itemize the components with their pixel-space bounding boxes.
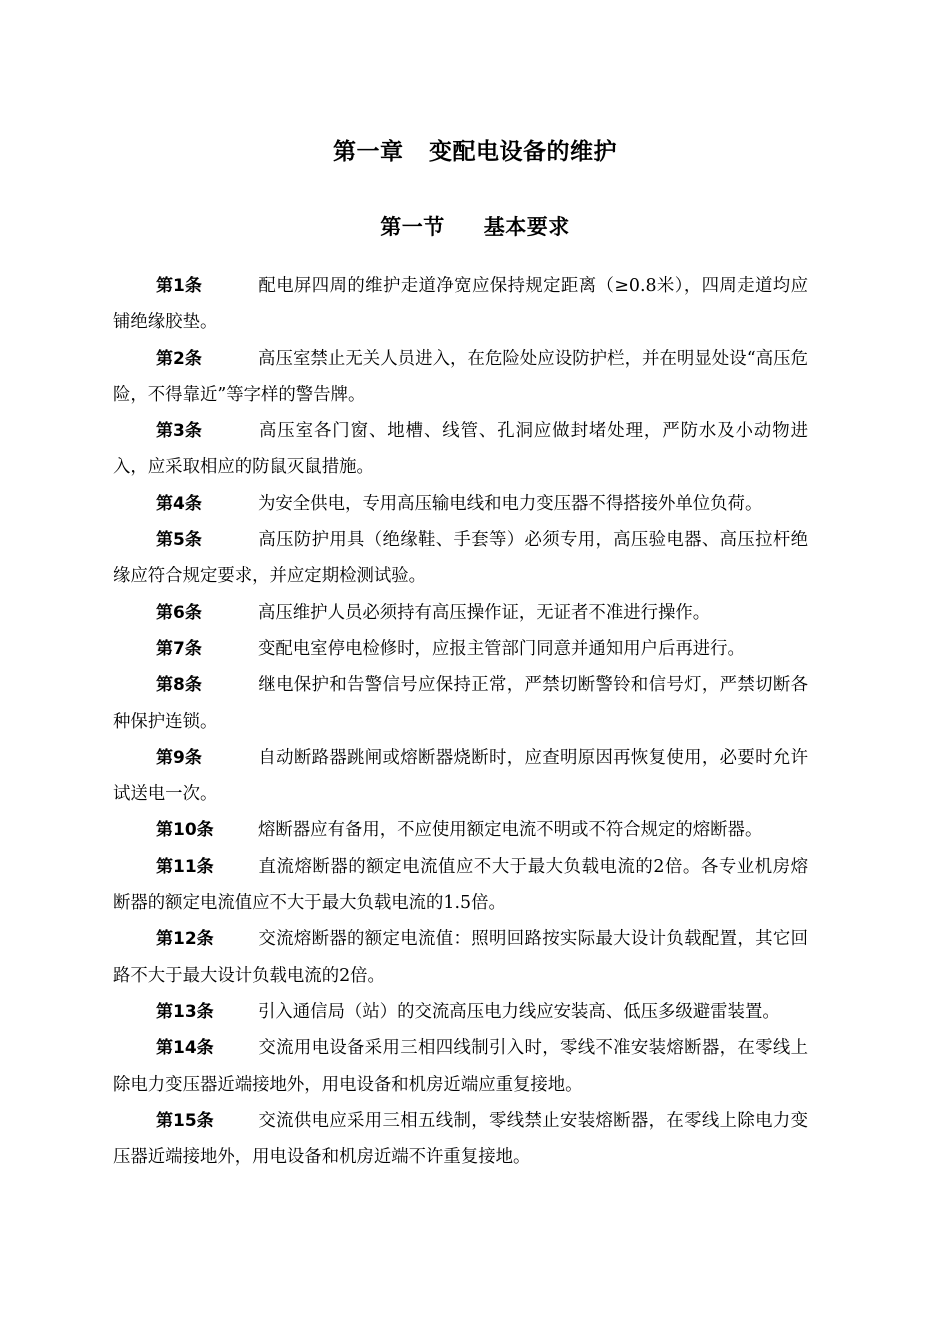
article-item [113,522,808,595]
article-item [113,341,808,414]
chapter-title: 第一章 变配电设备的维护 [332,139,618,165]
article-text: 熔断器应有备用，不应使用额定电流不明或不符合规定的熔断器。 [258,820,763,841]
article-item [113,268,808,341]
article-item [113,1103,808,1176]
article-text: 自动断路器跳闸或熔断器烧断时，应查明原因再恢复使用，必要时允许试送电一次。 [113,747,808,805]
article-text: 高压室禁止无关人员进入，在危险处应设防护栏，并在明显处设“高压危险，不得靠近”等字样的警告牌。 [113,348,808,405]
article-label: 第4条 [156,493,202,514]
article-text: 交流供电应采用三相五线制，零线禁止安装熔断器，在零线上除电力变压器近端接地外，用电设备和机房近端不许重复接地。 [113,1110,808,1168]
article-item [113,994,808,1030]
article-text: 变配电室停电检修时，应报主管部门同意并通知用户后再进行。 [258,638,745,659]
article-list [113,268,808,1175]
article-item [113,1030,808,1103]
article-label: 第15条 [156,1110,214,1131]
article-label: 第10条 [156,820,214,841]
article-text: 交流用电设备采用三相四线制引入时，零线不准安装熔断器，在零线上除电力变压器近端接地外，用电设备和机房近端应重复接地。 [113,1038,808,1095]
article-label: 第7条 [156,638,202,659]
article-text: 高压室各门窗、地槽、线管、孔洞应做封堵处理，严防水及小动物进入，应采取相应的防鼠灭鼠措施。 [113,421,808,478]
article-label: 第5条 [156,530,202,551]
article-item [113,812,808,848]
article-text: 为安全供电，专用高压输电线和电力变压器不得搭接外单位负荷。 [258,493,763,514]
section-title: 第一节 基本要求 [380,215,570,239]
article-text: 继电保护和告警信号应保持正常，严禁切断警铃和信号灯，严禁切断各种保护连锁。 [113,675,808,732]
article-label: 第12条 [156,929,214,950]
article-text: 高压维护人员必须持有高压操作证，无证者不准进行操作。 [258,602,711,623]
article-item [113,631,808,667]
article-label: 第6条 [156,602,202,623]
article-label: 第1条 [156,276,202,296]
article-label: 第14条 [156,1038,214,1059]
article-label: 第8条 [156,675,202,696]
article-label: 第9条 [156,747,202,768]
article-text: 交流熔断器的额定电流值：照明回路按实际最大设计负载配置，其它回路不大于最大设计负载电流的2倍。 [113,929,808,986]
article-item [113,849,808,922]
article-label: 第13条 [156,1001,214,1022]
article-text: 配电屏四周的维护走道净宽应保持规定距离（≥0.8米），四周走道均应铺绝缘胶垫。 [113,276,808,333]
article-label: 第3条 [156,421,202,442]
article-item [113,486,808,522]
article-item [113,595,808,631]
article-label: 第11条 [156,856,214,877]
article-item [113,667,808,740]
article-item [113,921,808,994]
article-text: 引入通信局（站）的交流高压电力线应安装高、低压多级避雷装置。 [258,1001,780,1022]
article-item [113,740,808,813]
article-label: 第2条 [156,348,202,369]
article-text: 直流熔断器的额定电流值应不大于最大负载电流的2倍。各专业机房熔断器的额定电流值应不大于最大负载电流的1.5倍。 [113,856,808,914]
article-item [113,413,808,486]
article-text: 高压防护用具（绝缘鞋、手套等）必须专用，高压验电器、高压拉杆绝缘应符合规定要求，并应定期检测试验。 [113,530,808,587]
